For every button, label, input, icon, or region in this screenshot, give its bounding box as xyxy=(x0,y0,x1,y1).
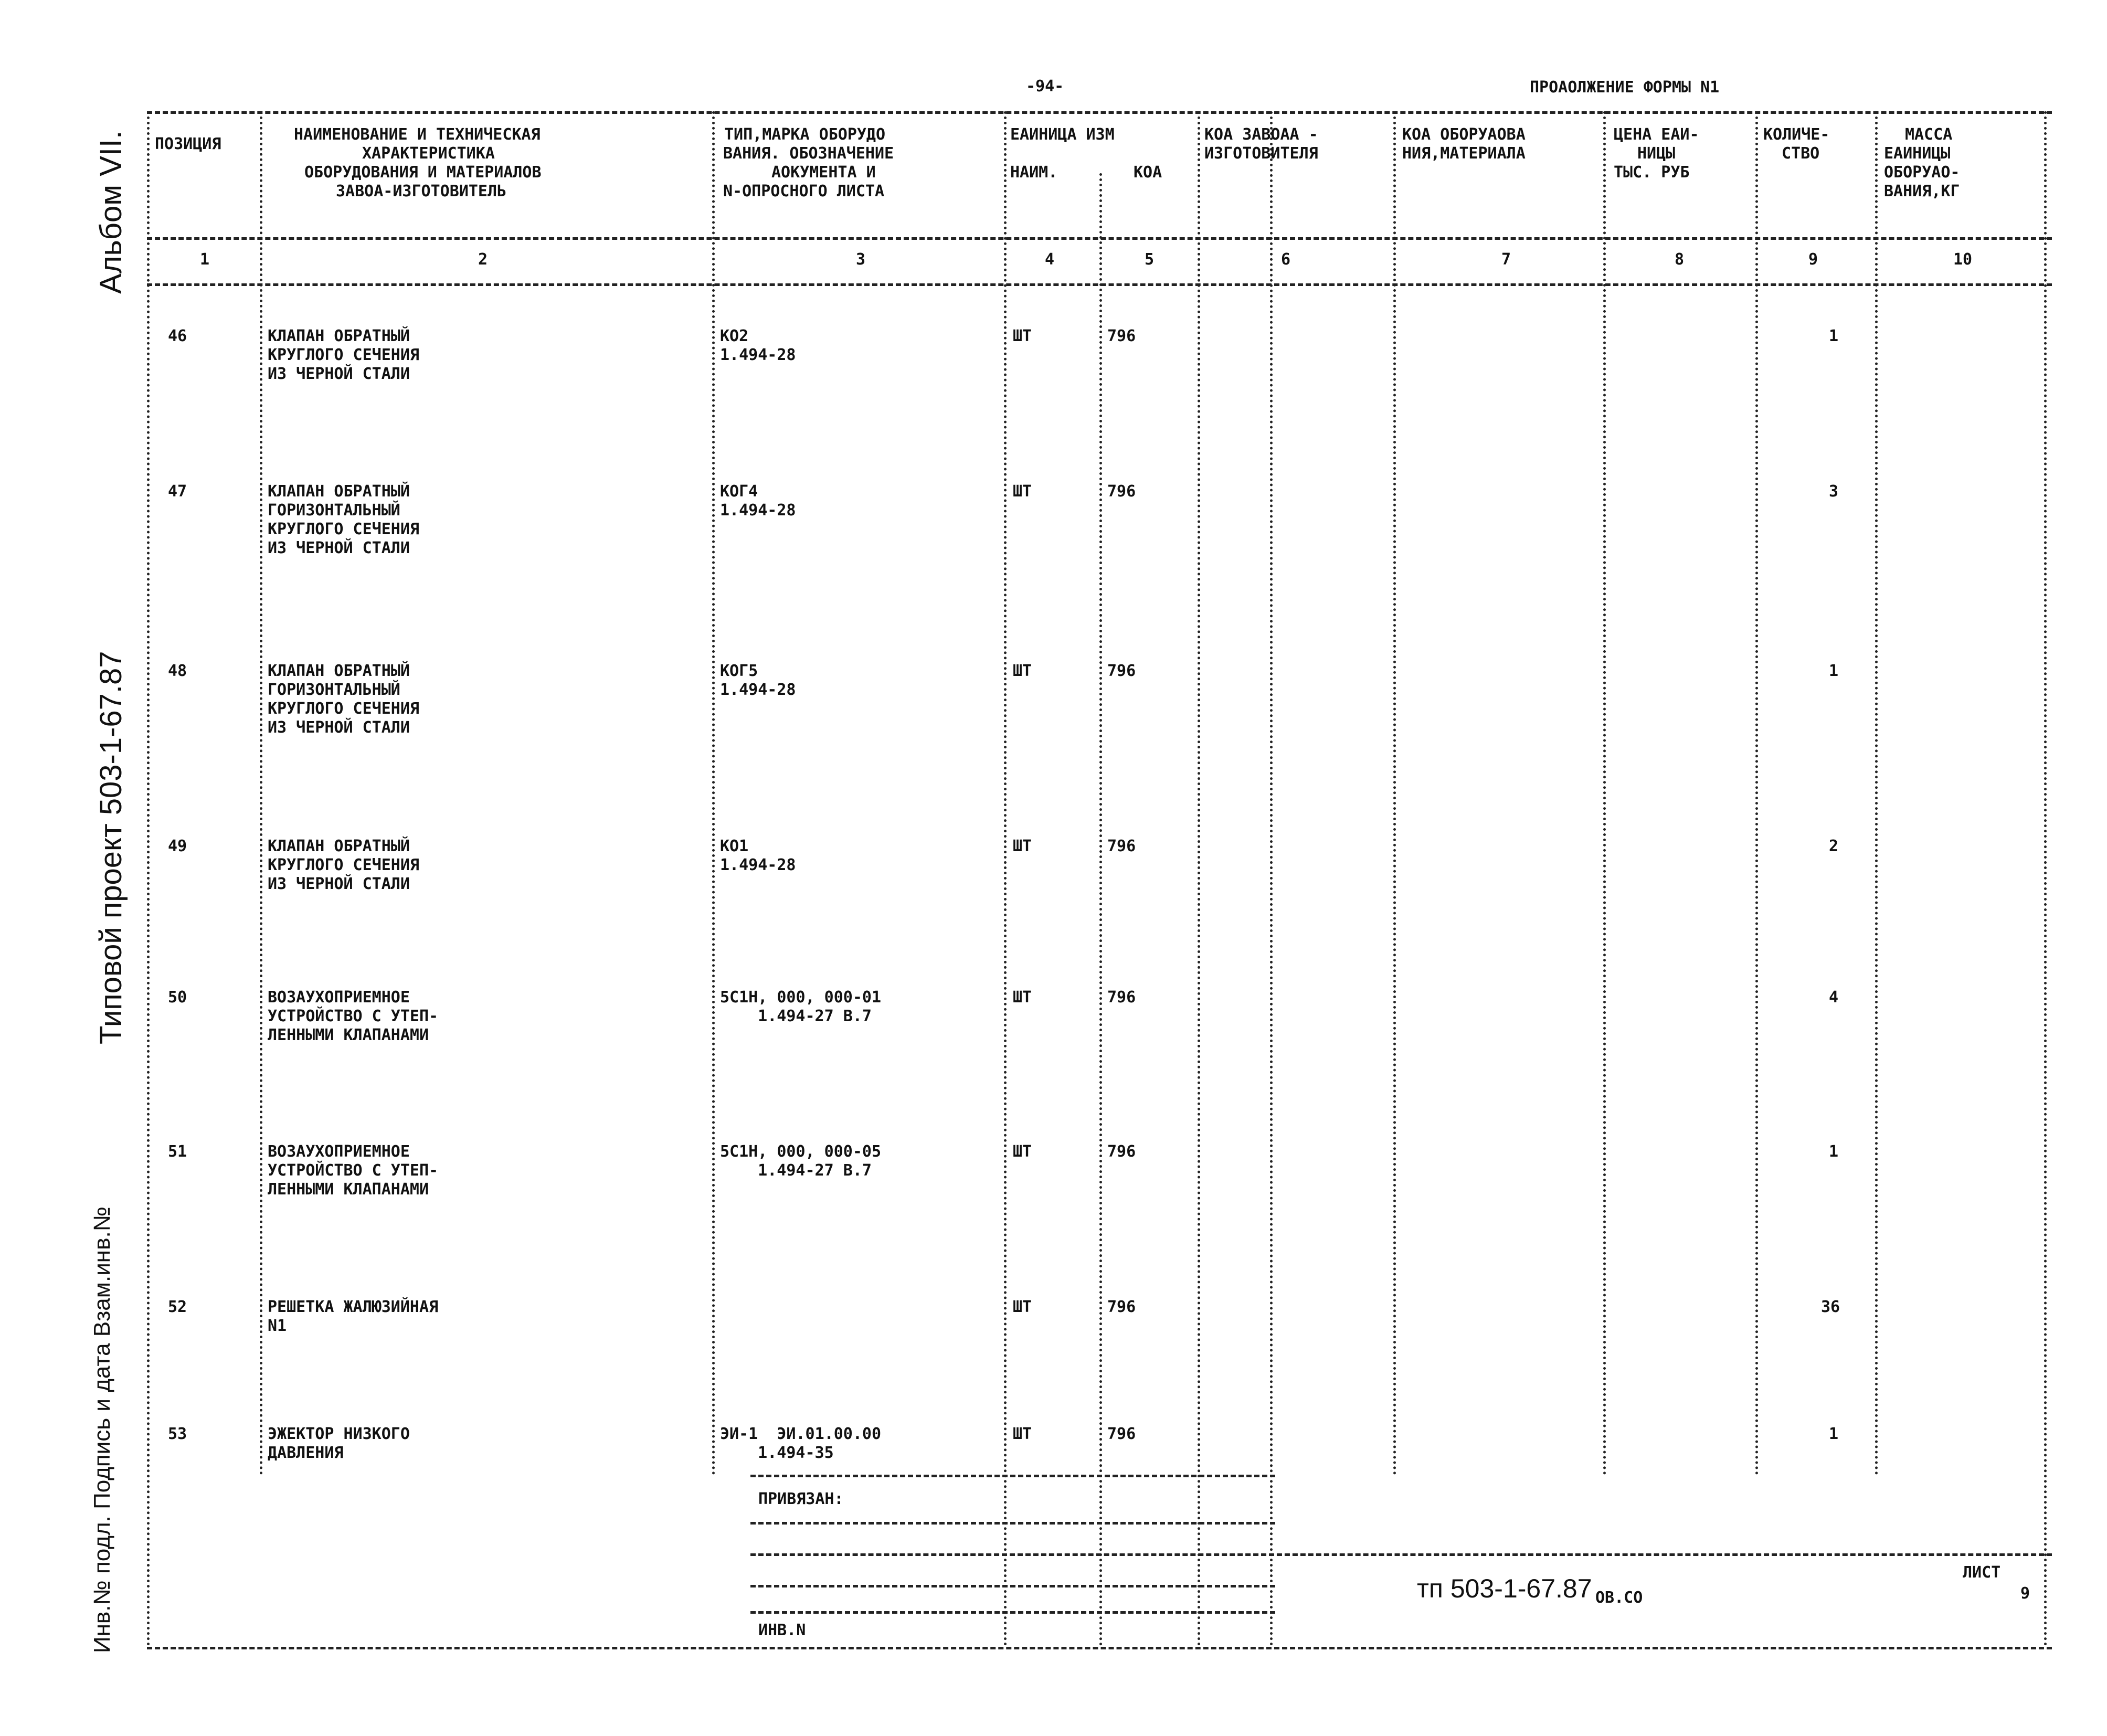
row-qty: 1 xyxy=(1829,327,1839,345)
col-sep-10 xyxy=(1875,111,1878,1476)
row-unit: ШТ xyxy=(1013,837,1032,855)
header-col-3-line: ТИП,МАРКА ОБОРУДО xyxy=(724,125,886,144)
rule-stamp-top xyxy=(750,1475,1275,1477)
row-type-line: КО1 xyxy=(720,837,749,855)
sheet-number: 9 xyxy=(2020,1584,2030,1603)
header-col-2-line: ЗАВОА-ИЗГОТОВИТЕЛЬ xyxy=(336,182,507,200)
col-num: 1 xyxy=(199,250,210,269)
row-name-line: УСТРОЙСТВО С УТЕП- xyxy=(268,1161,439,1180)
continuation-title: ПРОАОЛЖЕНИЕ ФОРМЫ N1 xyxy=(1530,78,1720,97)
header-col-2-line: ХАРАКТЕРИСТИКА xyxy=(362,144,495,163)
col-sep-11 xyxy=(2044,111,2047,1647)
col-sep-4 xyxy=(1099,173,1102,1647)
row-type-line: 1.494-28 xyxy=(720,346,796,364)
row-name-line: КРУГЛОГО СЕЧЕНИЯ xyxy=(268,520,419,538)
row-type-line: 1.494-35 xyxy=(729,1444,834,1462)
row-name-line: N1 xyxy=(268,1317,287,1335)
row-position: 51 xyxy=(168,1142,187,1161)
col-num: 10 xyxy=(1953,250,1973,269)
row-qty: 1 xyxy=(1829,662,1839,680)
row-position: 49 xyxy=(168,837,187,855)
row-position: 46 xyxy=(168,327,187,345)
col-num: 6 xyxy=(1280,250,1291,269)
row-code: 796 xyxy=(1107,988,1136,1007)
col-sep-2 xyxy=(712,111,715,1476)
col-sep-3 xyxy=(1004,111,1007,1647)
row-name-line: КЛАПАН ОБРАТНЫЙ xyxy=(268,327,410,345)
header-col-2-line: ОБОРУДОВАНИЯ И МАТЕРИАЛОВ xyxy=(304,163,542,182)
row-unit: ШТ xyxy=(1013,327,1032,345)
row-qty: 3 xyxy=(1829,482,1839,501)
header-col-10-line: ЕАИНИЦЫ xyxy=(1884,144,1951,163)
row-name-line: КРУГЛОГО СЕЧЕНИЯ xyxy=(268,346,419,364)
row-name-line: КРУГЛОГО СЕЧЕНИЯ xyxy=(268,856,419,874)
row-code: 796 xyxy=(1107,1425,1136,1443)
sheet-label: ЛИСТ xyxy=(1963,1563,2001,1582)
row-type-line: КОГ4 xyxy=(720,482,758,501)
row-type-line: ЭИ-1 ЭИ.01.00.00 xyxy=(720,1425,882,1443)
project-suffix: ОВ.СО xyxy=(1595,1589,1643,1607)
row-position: 50 xyxy=(168,988,187,1007)
col-num: 7 xyxy=(1501,250,1511,269)
header-col-4-line: ЕАИНИЦА ИЗМ xyxy=(1010,125,1115,144)
row-name-line: РЕШЕТКА ЖАЛЮЗИЙНАЯ xyxy=(268,1298,439,1316)
row-unit: ШТ xyxy=(1013,662,1032,680)
header-col-10-line: ВАНИЯ,КГ xyxy=(1884,182,1960,200)
row-qty: 2 xyxy=(1829,837,1839,855)
header-col-3-line: АОКУМЕНТА И xyxy=(771,163,876,182)
row-name-line: КРУГЛОГО СЕЧЕНИЯ xyxy=(268,700,419,718)
header-col-8-line: ТЫС. РУБ xyxy=(1614,163,1690,182)
row-name-line: ИЗ ЧЕРНОЙ СТАЛИ xyxy=(268,365,410,383)
row-qty: 1 xyxy=(1829,1425,1839,1443)
row-name-line: ЛЕННЫМИ КЛАПАНАМИ xyxy=(268,1180,429,1199)
col-sep-7 xyxy=(1393,111,1396,1476)
row-position: 47 xyxy=(168,482,187,501)
col-num: 8 xyxy=(1674,250,1685,269)
row-type-line: 1.494-27 В.7 xyxy=(729,1161,872,1180)
col-num: 9 xyxy=(1808,250,1818,269)
row-position: 52 xyxy=(168,1298,187,1316)
header-col-6-line: КОА ЗАВОАА - xyxy=(1204,125,1318,144)
row-position: 53 xyxy=(168,1425,187,1443)
side-album: Альбом VII. xyxy=(94,130,128,294)
row-unit: ШТ xyxy=(1013,988,1032,1007)
inventory-label: ИНВ.N xyxy=(758,1621,806,1639)
row-unit: ШТ xyxy=(1013,1142,1032,1161)
header-col-8-line: ЦЕНА ЕАИ- xyxy=(1614,125,1699,144)
row-type-line: КО2 xyxy=(720,327,749,345)
row-qty: 4 xyxy=(1829,988,1839,1007)
header-col-7-line: КОА ОБОРУАОВА xyxy=(1402,125,1526,144)
row-name-line: КЛАПАН ОБРАТНЫЙ xyxy=(268,837,410,855)
header-col-5-line: КОА xyxy=(1134,163,1162,182)
row-type-line: 1.494-28 xyxy=(720,681,796,699)
row-name-line: КЛАПАН ОБРАТНЫЙ xyxy=(268,662,410,680)
page-number: -94- xyxy=(1026,77,1064,96)
row-code: 796 xyxy=(1107,327,1136,345)
side-stamp: Инв.№ подл. Подпись и дата Взам.инв.№ xyxy=(89,1206,115,1653)
row-type-line: КОГ5 xyxy=(720,662,758,680)
col-sep-6 xyxy=(1270,111,1273,1647)
row-name-line: ИЗ ЧЕРНОЙ СТАЛИ xyxy=(268,875,410,893)
row-name-line: ГОРИЗОНТАЛЬНЫЙ xyxy=(268,681,400,699)
row-name-line: ЛЕННЫМИ КЛАПАНАМИ xyxy=(268,1026,429,1044)
row-code: 796 xyxy=(1107,662,1136,680)
row-type-line: 5С1Н, 000, 000-01 xyxy=(720,988,882,1007)
col-sep-9 xyxy=(1755,111,1758,1476)
rule-stamp-2 xyxy=(750,1553,2052,1556)
row-qty: 36 xyxy=(1821,1298,1840,1316)
row-type-line: 1.494-27 В.7 xyxy=(729,1007,872,1025)
row-type-line: 1.494-28 xyxy=(720,501,796,520)
row-qty: 1 xyxy=(1829,1142,1839,1161)
rule-stamp-3 xyxy=(750,1585,1275,1587)
row-name-line: ИЗ ЧЕРНОЙ СТАЛИ xyxy=(268,718,410,737)
header-col-6-line: ИЗГОТОВИТЕЛЯ xyxy=(1204,144,1318,163)
header-col-7-line: НИЯ,МАТЕРИАЛА xyxy=(1402,144,1526,163)
header-col-4-line: НАИМ. xyxy=(1010,163,1058,182)
row-name-line: ДАВЛЕНИЯ xyxy=(268,1444,344,1462)
row-name-line: УСТРОЙСТВО С УТЕП- xyxy=(268,1007,439,1025)
row-unit: ШТ xyxy=(1013,482,1032,501)
side-project: Типовой проект 503-1-67.87 xyxy=(94,651,128,1044)
row-name-line: ЭЖЕКТОР НИЗКОГО xyxy=(268,1425,410,1443)
col-sep-1 xyxy=(260,111,262,1476)
header-col-9-line: СТВО xyxy=(1782,144,1820,163)
row-name-line: ИЗ ЧЕРНОЙ СТАЛИ xyxy=(268,539,410,557)
row-position: 48 xyxy=(168,662,187,680)
rule-top xyxy=(147,111,2052,114)
row-code: 796 xyxy=(1107,482,1136,501)
header-col-1-line: ПОЗИЦИЯ xyxy=(155,135,221,153)
col-sep-0 xyxy=(147,111,150,1647)
col-num: 2 xyxy=(478,250,488,269)
row-code: 796 xyxy=(1107,1298,1136,1316)
col-num: 4 xyxy=(1044,250,1055,269)
header-col-2-line: НАИМЕНОВАНИЕ И ТЕХНИЧЕСКАЯ xyxy=(294,125,541,144)
header-col-10-line: МАССА xyxy=(1905,125,1953,144)
row-name-line: ВОЗАУХОПРИЕМНОЕ xyxy=(268,1142,410,1161)
rule-stamp-4 xyxy=(750,1611,1275,1614)
col-num: 3 xyxy=(855,250,866,269)
project-code: тп 503-1-67.87 xyxy=(1417,1574,1592,1603)
rule-stamp-1 xyxy=(750,1522,1275,1525)
row-type-line: 5С1Н, 000, 000-05 xyxy=(720,1142,882,1161)
row-name-line: ВОЗАУХОПРИЕМНОЕ xyxy=(268,988,410,1007)
header-col-8-line: НИЦЫ xyxy=(1637,144,1676,163)
header-col-3-line: ВАНИЯ. ОБОЗНАЧЕНИЕ xyxy=(723,144,894,163)
row-unit: ШТ xyxy=(1013,1298,1032,1316)
bound-label: ПРИВЯЗАН: xyxy=(758,1490,844,1508)
rule-bottom xyxy=(147,1647,2052,1649)
row-name-line: КЛАПАН ОБРАТНЫЙ xyxy=(268,482,410,501)
row-code: 796 xyxy=(1107,1142,1136,1161)
col-sep-5 xyxy=(1198,111,1200,1647)
col-sep-8 xyxy=(1603,111,1606,1476)
col-num: 5 xyxy=(1144,250,1155,269)
row-code: 796 xyxy=(1107,837,1136,855)
row-type-line: 1.494-28 xyxy=(720,856,796,874)
header-col-9-line: КОЛИЧЕ- xyxy=(1763,125,1830,144)
row-unit: ШТ xyxy=(1013,1425,1032,1443)
row-name-line: ГОРИЗОНТАЛЬНЫЙ xyxy=(268,501,400,520)
header-col-10-line: ОБОРУАО- xyxy=(1884,163,1960,182)
header-col-3-line: N-ОПРОСНОГО ЛИСТА xyxy=(723,182,885,200)
